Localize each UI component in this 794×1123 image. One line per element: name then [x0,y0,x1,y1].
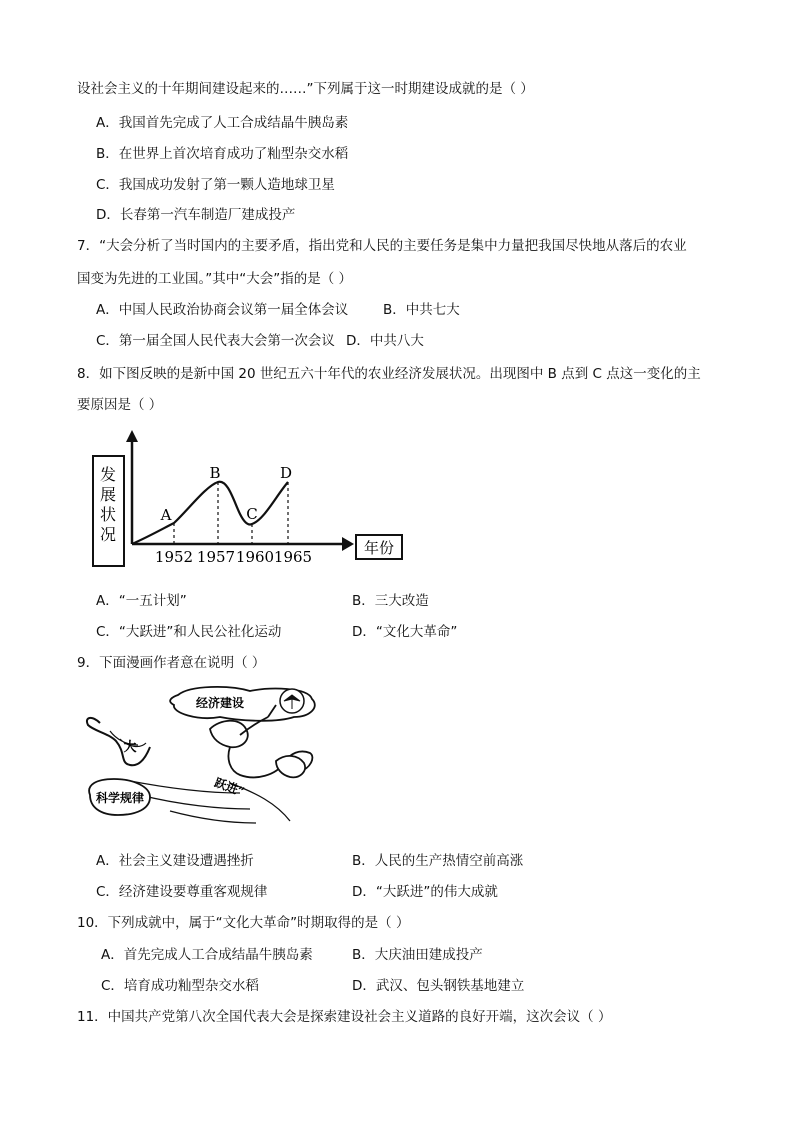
label-economy: 经济建设 [195,696,245,710]
q10-option-b: B．大庆油田建成投产 [352,947,483,963]
q8-option-c: C．“大跃进”和人民公社化运动 [96,624,282,640]
q7-option-a: A．中国人民政治协商会议第一届全体会议 [96,302,349,318]
q7-option-c: C．第一届全国人民代表大会第一次会议 [96,333,335,349]
q7-option-b: B．中共七大 [383,302,460,318]
y-axis-arrow [126,430,138,442]
q10-option-a: A．首先完成人工合成结晶牛胰岛素 [101,947,313,963]
ylabel-char-3: 状 [99,505,117,524]
creature-head [276,756,305,777]
ylabel-char-1: 发 [99,465,117,484]
label-science: 科学规律 [95,791,145,805]
label-yuejin: 跃进” [212,775,247,800]
point-label-b: B [209,464,221,482]
point-label-d: D [279,464,293,482]
xlabel: 年份 [363,539,395,557]
q10-option-c: C．培育成功籼型杂交水稻 [101,978,259,994]
q8-option-b: B．三大改造 [352,593,429,609]
q6-option-d: D．长春第一汽车制造厂建成投产 [96,207,296,223]
q10-stem: 10．下列成就中，属于“文化大革命”时期取得的是（ ） [77,915,410,931]
q9-option-d: D．“大跃进”的伟大成就 [352,884,498,900]
q6-option-a: A．我国首先完成了人工合成结晶牛胰岛素 [96,115,349,131]
q7-stem-line1: 7．“大会分析了当时国内的主要矛盾，指出党和人民的主要任务是集中力量把我国尽快地从落后的农业 [77,238,687,254]
point-label-c: C [246,505,258,523]
ylabel-char-4: 况 [99,525,117,544]
q7-stem-line2: 国变为先进的工业国。”其中“大会”指的是（ ） [77,271,353,287]
q8-stem-line1: 8．如下图反映的是新中国 20 世纪五六十年代的农业经济发展状况。出现图中 B 点到 C 点这一变化的主 [77,366,701,382]
year-label-1952: 1952 [154,548,194,566]
q10-option-d: D．武汉、包头钢铁基地建立 [352,978,525,994]
year-label-1957: 1957 [196,548,236,566]
q11-stem: 11．中国共产党第八次全国代表大会是探索建设社会主义道路的良好开端，这次会议（ ） [77,1009,612,1025]
q9-option-b: B．人民的生产热情空前高涨 [352,853,524,869]
year-label-1965: 1965 [273,548,313,566]
q9-option-c: C．经济建设要尊重客观规律 [96,884,268,900]
creature-body [87,718,150,765]
point-label-a: A [160,506,172,524]
development-curve [132,482,288,544]
q9-option-a: A．社会主义建设遭遇挫折 [96,853,254,869]
q8-stem-line2: 要原因是（ ） [77,397,163,413]
q6-option-c: C．我国成功发射了第一颗人造地球卫星 [96,177,335,193]
q6-option-b: B．在世界上首次培育成功了籼型杂交水稻 [96,146,349,162]
ylabel-char-2: 展 [99,485,117,504]
q8-option-d: D．“文化大革命” [352,624,458,640]
q8-option-a: A．“一五计划” [96,593,187,609]
x-axis-arrow [342,537,354,551]
q6-stem: 设社会主义的十年期间建设起来的……”下列属于这一时期建设成就的是（ ） [77,81,534,97]
q7-option-d: D．中共八大 [346,333,424,349]
year-label-1960: 1960 [235,548,275,566]
q9-cartoon-great-leap [80,683,340,835]
label-da: 大 [123,740,137,755]
q8-figure-development-curve [88,428,408,568]
q9-stem: 9．下面漫画作者意在说明（ ） [77,655,266,671]
